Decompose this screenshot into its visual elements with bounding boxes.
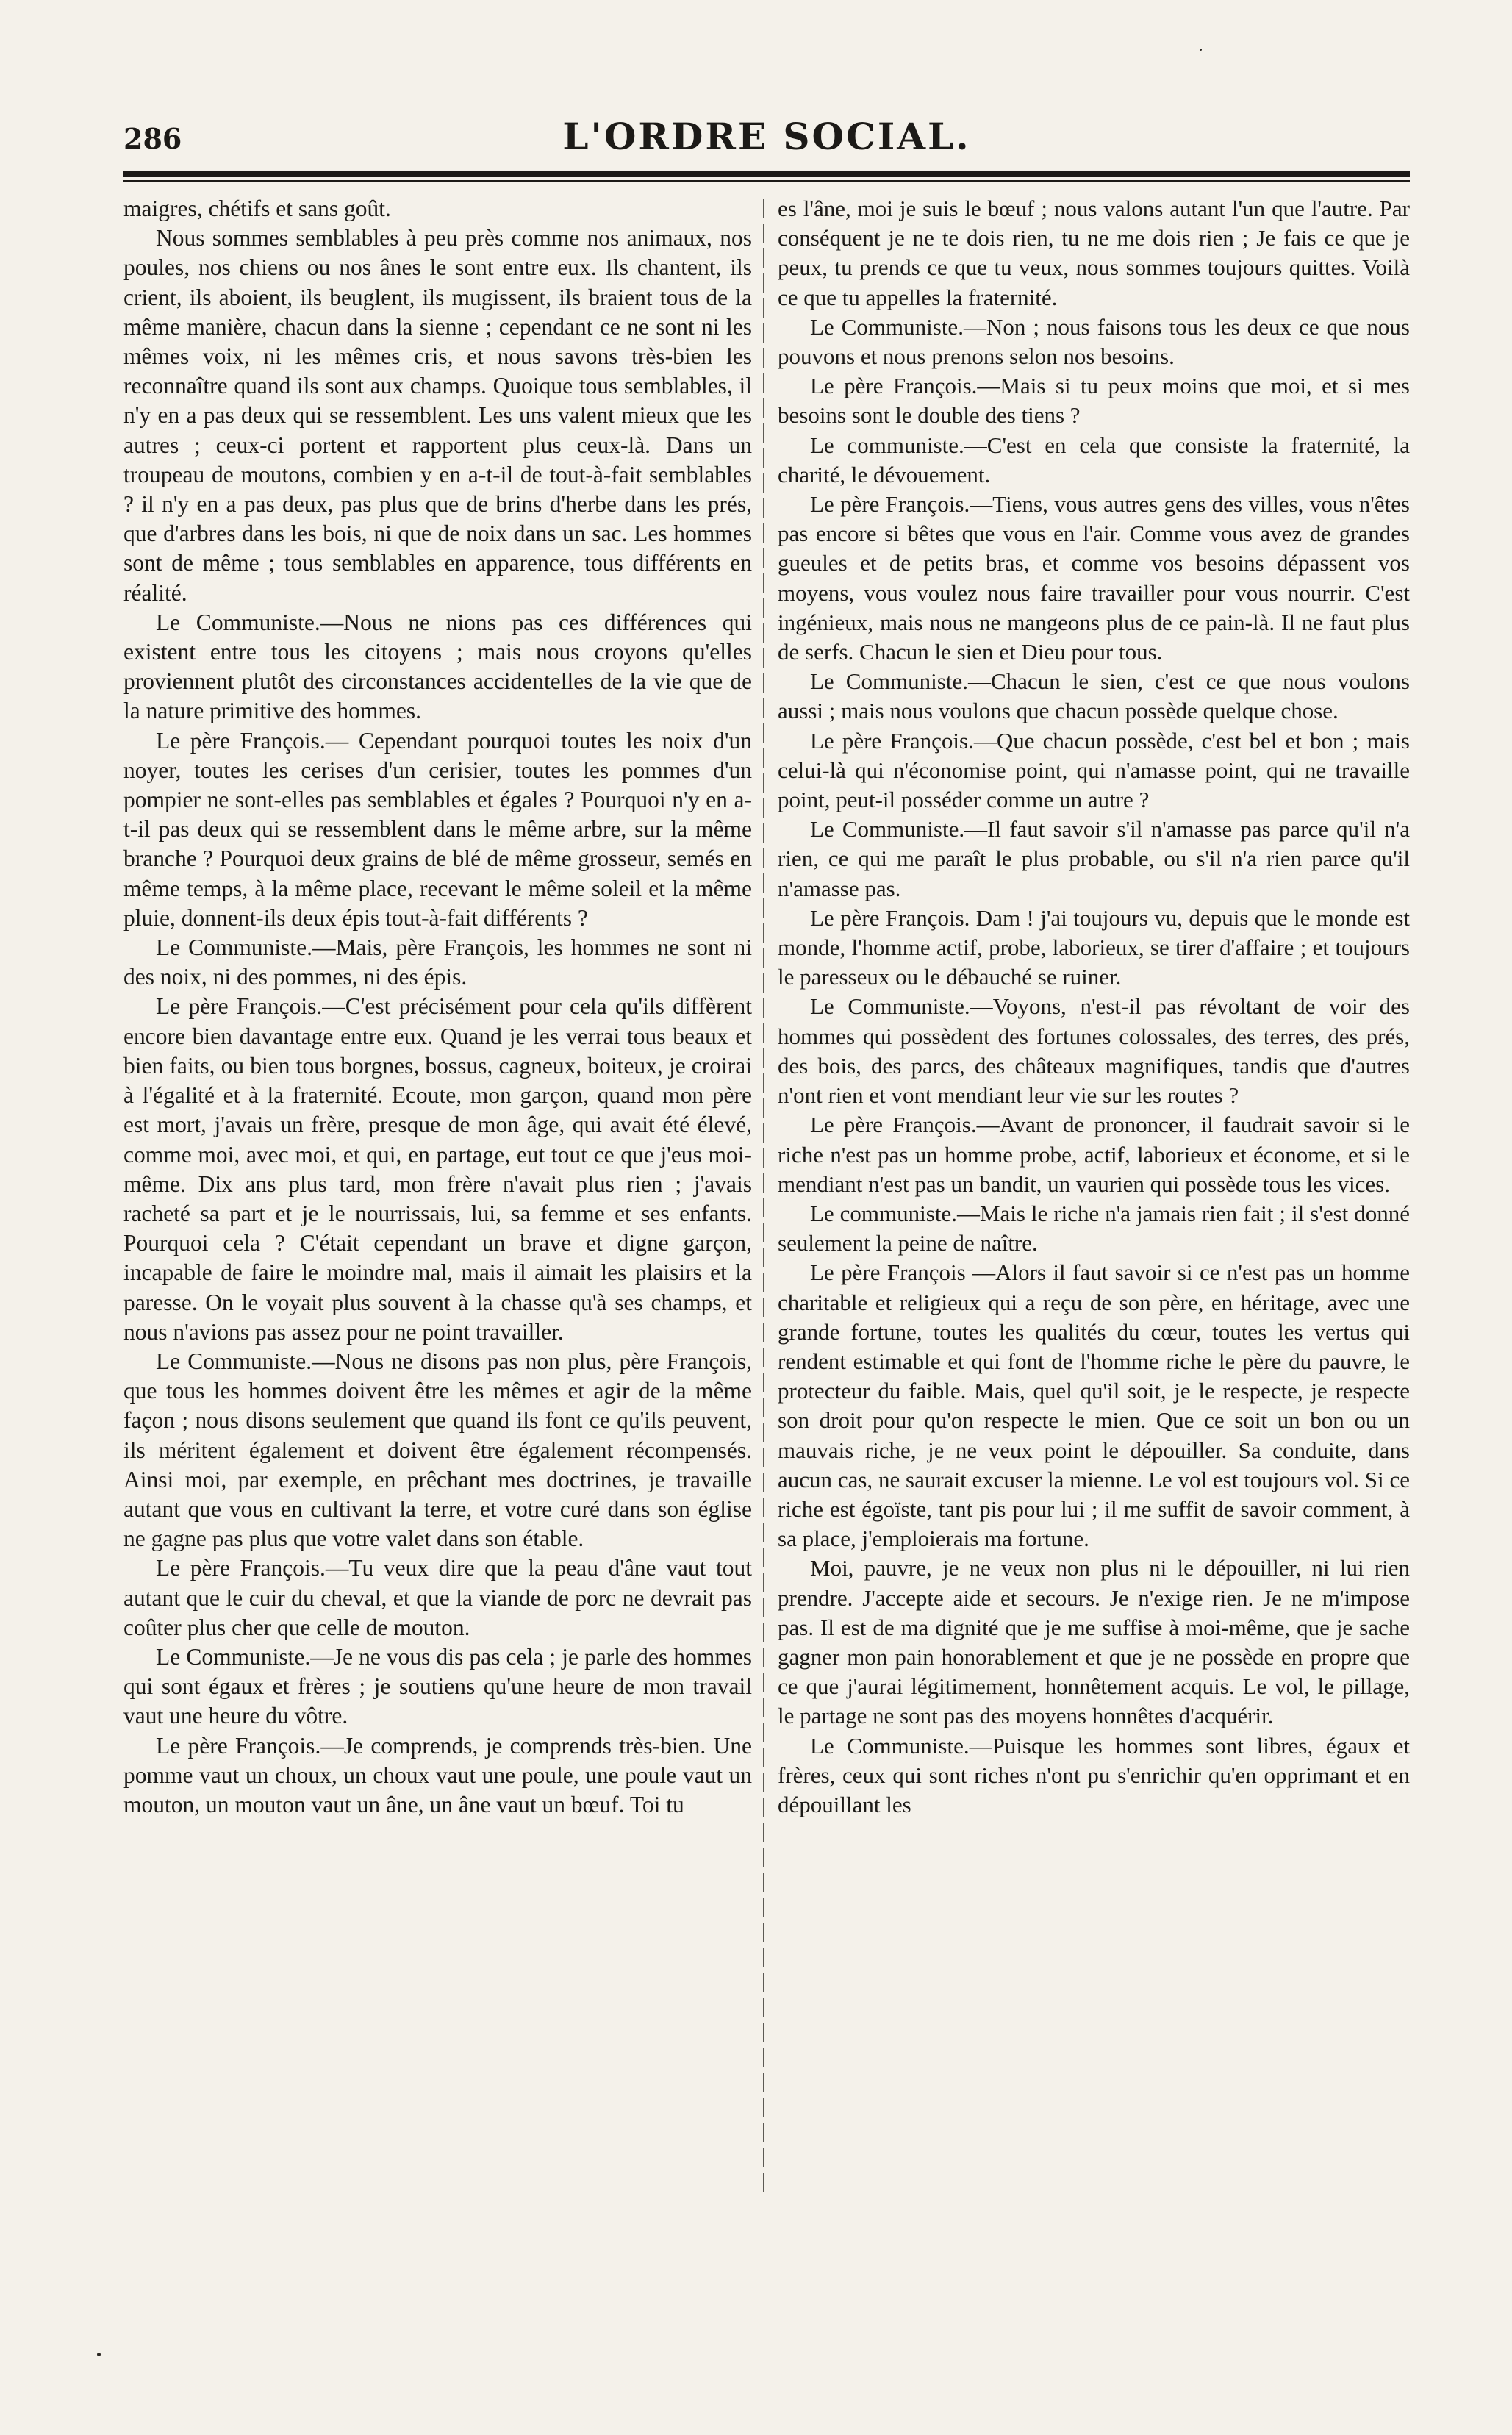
paragraph: Le Communiste.—Il faut savoir s'il n'amasse pas parce qu'il n'a rien, ce qui me paraît le plus probable, ou s'il n'a rien parce qu'il n'amasse pas. <box>778 816 1410 901</box>
paragraph: Le Communiste.—Voyons, n'est-il pas révoltant de voir des hommes qui possèdent des fortunes colossales, des terres, des prés, des bois, des parcs, des châteaux magnifiques, tandis que d'autres n'ont rien et vont mendiant leur vie sur les routes ? <box>778 993 1410 1109</box>
paragraph: Le père François.—C'est précisément pour cela qu'ils diffèrent encore bien davantage entre eux. Quand je les verrai tous beaux et bien faits, ou bien tous borgnes, bossus, cagneux, boiteux, je croirai à l'égalité et à la fraternité. Ecoute, mon garçon, quand mon père est mort, j'avais un frère, presque de mon âge, qui avait été élevé, comme moi, avec moi, et qui, en partage, eut tout ce que j'eus moi-même. Dix ans plus tard, mon frère n'avait plus rien ; j'avais racheté sa part et je le nourrissais, lui, sa femme et ses enfants. Pourquoi cela ? C'était cependant un brave et digne garçon, incapable de faire le moindre mal, mais il aimait les plaisirs et la paresse. On le voyait plus souvent à la chasse qu'à ses champs, et nous n'avions pas assez pour ne point travailler. <box>123 993 752 1345</box>
paragraph: Le père François.—Je comprends, je comprends très-bien. Une pomme vaut un choux, un choux vaut une poule, une poule vaut un mouton, un mouton vaut un âne, un âne vaut un bœuf. Toi tu <box>123 1732 752 1817</box>
paragraph: Moi, pauvre, je ne veux non plus ni le dépouiller, ni lui rien prendre. J'accepte aide et secours. Je n'exige rien. Je ne m'impose pas. Il est de ma dignité que je me suffise à moi-même, que je sache gagner mon pain honorablement et que je ne possède en propre que ce que j'aurai légitimement, honnêtement acquis. Le vol, le pillage, le partage ne sont pas des moyens honnêtes d'acquérir. <box>778 1555 1410 1729</box>
page-number: 286 <box>123 122 182 155</box>
header-rule-thin <box>123 180 1410 182</box>
paragraph: Le père François.—Mais si tu peux moins que moi, et si mes besoins sont le double des tiens ? <box>778 373 1410 429</box>
paragraph: Le Communiste.—Non ; nous faisons tous les deux ce que nous pouvons et nous prenons selon nos besoins. <box>778 313 1410 370</box>
paragraph: Le père François.—Que chacun possède, c'est bel et bon ; mais celui-là qui n'économise point, qui n'amasse point, qui ne travaille point, peut-il posséder comme un autre ? <box>778 727 1410 813</box>
print-speck <box>97 2353 101 2356</box>
paragraph: Le communiste.—Mais le riche n'a jamais rien fait ; il s'est donné seulement la peine de naître. <box>778 1200 1410 1256</box>
paragraph: Le Communiste.—Je ne vous dis pas cela ; je parle des hommes qui sont égaux et frères ; je soutiens qu'une heure de mon travail vaut une heure du vôtre. <box>123 1643 752 1729</box>
paragraph: Le Communiste.—Nous ne nions pas ces différences qui existent entre tous les citoyens ; mais nous croyons qu'elles proviennent plutôt des circonstances accidentelles de la vie que de la nature primitive des hommes. <box>123 609 752 724</box>
paragraph: Le père François.—Tu veux dire que la peau d'âne vaut tout autant que le cuir du cheval, et que la viande de porc ne devrait pas coûter plus cher que celle de mouton. <box>123 1555 752 1640</box>
page-header <box>123 109 1410 168</box>
paragraph: Le communiste.—C'est en cela que consiste la fraternité, la charité, le dévouement. <box>778 432 1410 487</box>
header-rule-thick <box>123 171 1410 177</box>
paragraph: Le Communiste.—Nous ne disons pas non plus, père François, que tous les hommes doivent être les mêmes et agir de la même façon ; nous disons seulement que quand ils font ce qu'ils peuvent, ils méritent également et doivent être également récompensés. Ainsi moi, par exemple, en prêchant mes doctrines, je travaille autant que vous en cultivant la terre, et votre curé dans son église ne gagne pas plus que votre valet dans son étable. <box>123 1348 752 1552</box>
print-speck <box>1200 49 1202 51</box>
paragraph: maigres, chétifs et sans goût. <box>123 196 391 221</box>
paragraph: Le père François.—Tiens, vous autres gens des villes, vous n'êtes pas encore si bêtes que vous en l'air. Comme vous avez de grandes gueules et de petits bras, et comme vos besoins dépassent vos moyens, vous voulez nous faire travailler pour vous nourrir. C'est ingénieux, mais nous ne mangeons plus de ce pain-là. Il ne faut plus de serfs. Chacun le sien et Dieu pour tous. <box>778 491 1410 665</box>
paragraph: Le père François. Dam ! j'ai toujours vu, depuis que le monde est monde, l'homme actif, probe, laborieux, se tirer d'affaire ; et toujours le paresseux ou le débauché se ruiner. <box>778 904 1410 990</box>
paragraph: Le père François —Alors il faut savoir si ce n'est pas un homme charitable et religieux qui a reçu de son père, en héritage, avec une grande fortune, toutes les qualités du cœur, toutes les vertus qui rendent estimable et qui font de l'homme riche le père du pauvre, le protecteur du faible. Mais, quel qu'il soit, je le respecte, je respecte son droit pour qu'on respecte le mien. Que ce soit un bon ou un mauvais riche, je ne veux point le dépouiller. Sa conduite, dans aucun cas, ne saurait excuser la mienne. Le vol est toujours vol. Si ce riche est égoïste, tant pis pour lui ; il me suffit de savoir comment, à sa place, j'emploierais ma fortune. <box>778 1259 1410 1552</box>
paragraph: Le Communiste.—Puisque les hommes sont libres, égaux et frères, ceux qui sont riches n'ont pu s'enrichir qu'en opprimant et en dépouillant les <box>778 1732 1410 1817</box>
paragraph: Le Communiste.—Mais, père François, les hommes ne sont ni des noix, ni des pommes, ni des épis. <box>123 934 752 990</box>
journal-title: L'ORDRE SOCIAL. <box>562 115 971 158</box>
left-column <box>123 194 752 2179</box>
paragraph: es l'âne, moi je suis le bœuf ; nous valons autant l'un que l'autre. Par conséquent je ne te dois rien, tu ne me dois rien ; Je fais ce que je peux, tu prends ce que tu veux, nous sommes toujours quittes. Voilà ce que tu appelles la fraternité. <box>778 196 1410 310</box>
column-divider <box>763 199 764 2198</box>
paragraph: Le père François.—Avant de prononcer, il faudrait savoir si le riche n'est pas un homme probe, actif, laborieux et économe, et si le mendiant n'est pas un bandit, un vaurien qui possède tous les vices. <box>778 1112 1410 1197</box>
right-column <box>778 194 1410 2179</box>
paragraph: Nous sommes semblables à peu près comme nos animaux, nos poules, nos chiens ou nos ânes le sont entre eux. Ils chantent, ils crient, ils aboient, ils beuglent, ils mugissent, ils braient tous de la même manière, chacun dans la sienne ; cependant ce ne sont ni les mêmes voix, ni les mêmes cris, et nous savons très-bien les reconnaître quand ils sont aux champs. Quoique tous semblables, il n'y en a pas deux qui se ressemblent. Les uns valent mieux que les autres ; ceux-ci portent et rapportent plus ceux-là. Dans un troupeau de moutons, combien y en a-t-il de tout-à-fait semblables ? il n'y en a pas deux, pas plus que de brins d'herbe dans les prés, que d'arbres dans les bois, ni que de noix dans un sac. Les hommes sont de même ; tous semblables en apparence, tous différents en réalité. <box>123 225 752 606</box>
paragraph: Le Communiste.—Chacun le sien, c'est ce que nous voulons aussi ; mais nous voulons que chacun possède quelque chose. <box>778 668 1410 724</box>
paragraph: Le père François.— Cependant pourquoi toutes les noix d'un noyer, toutes les cerises d'un cerisier, toutes les pommes d'un pompier ne sont-elles pas semblables et égales ? Pourquoi n'y en a-t-il pas deux qui se ressemblent dans le même arbre, sur la même branche ? Pourquoi deux grains de blé de même grosseur, semés en même temps, à la même place, recevant le même soleil et la même pluie, donnent-ils deux épis tout-à-fait différents ? <box>123 727 752 931</box>
